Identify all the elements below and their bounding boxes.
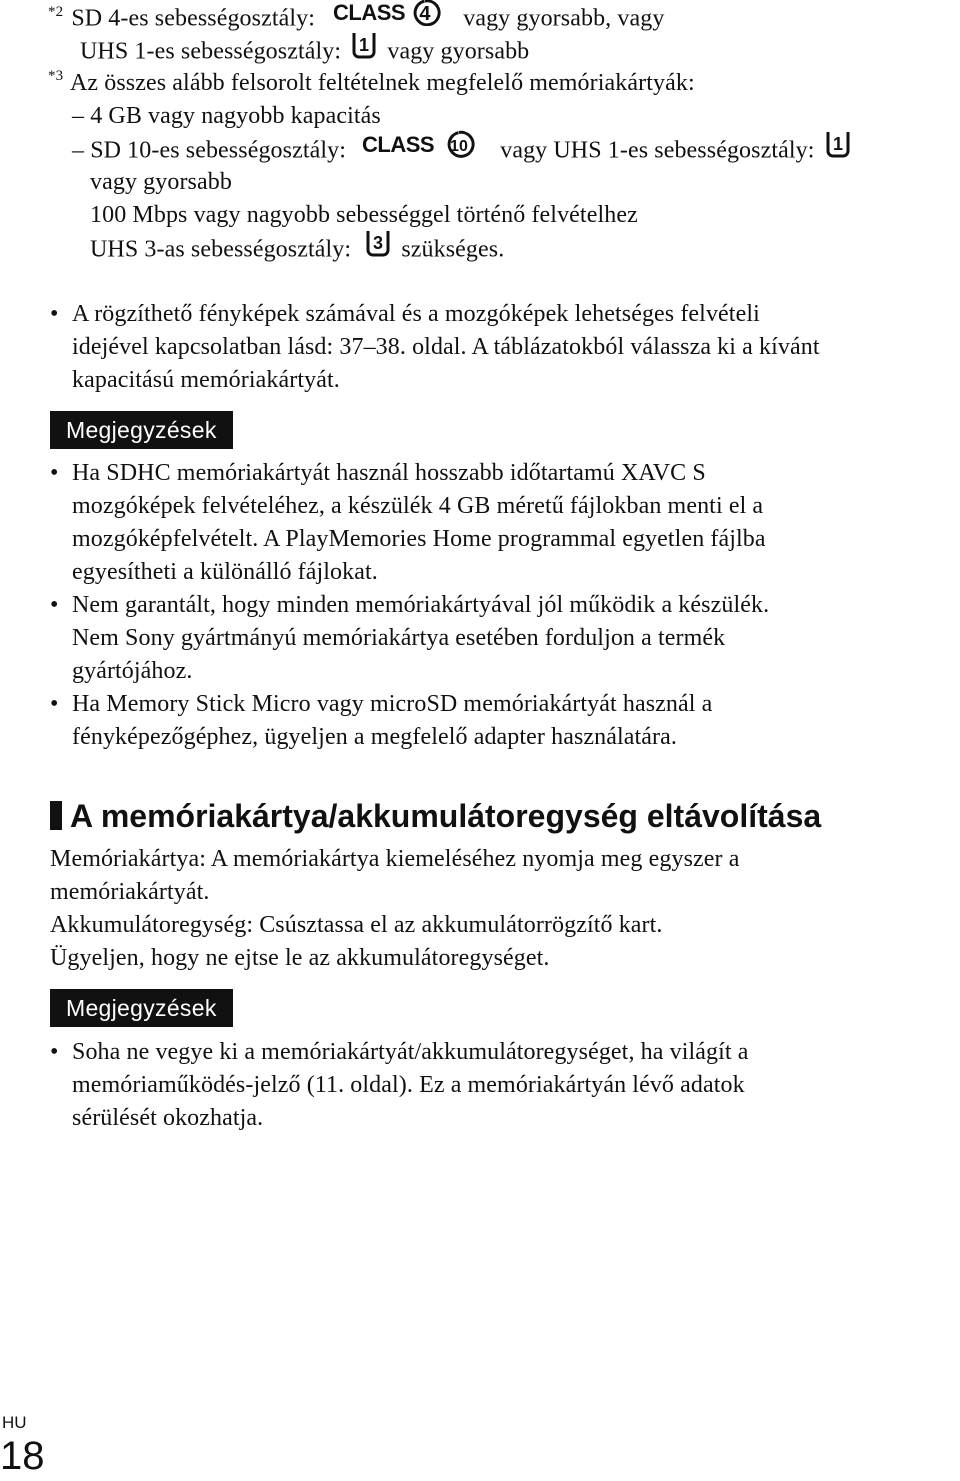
footnote-3-line-1: $^{*3}$ Az összes alább felsorolt feltételnek megfelelő memóriakártyák: xyxy=(48,68,695,96)
bullet-marker: • xyxy=(50,301,59,327)
note-3-line-2: fényképezőgéphez, ügyeljen a megfelelő adapter használatára. xyxy=(72,724,678,750)
bullet-marker: • xyxy=(50,691,59,717)
svg-text:3: 3 xyxy=(373,233,384,253)
svg-text:1: 1 xyxy=(359,35,370,55)
uhs-1-icon xyxy=(351,31,377,69)
svg-text:1: 1 xyxy=(832,134,843,154)
section-para-2-line-1: Akkumulátoregység: Csúsztassa el az akkumulátorrögzítő kart. xyxy=(50,912,663,938)
notes-label: Megjegyzések xyxy=(50,989,233,1027)
svg-text:4: 4 xyxy=(419,3,431,25)
section-para-1-line-2: memóriakártyát. xyxy=(50,879,210,905)
section-para-2-line-2: Ügyeljen, hogy ne ejtse le az akkumulátoregységet. xyxy=(50,945,550,971)
sd-class-10-icon xyxy=(362,130,486,168)
intro-bullet-line-2: idejével kapcsolatban lásd: 37–38. oldal. A táblázatokból válassza ki a kívánt xyxy=(72,334,820,360)
footnote-2-line-1: $^{*2}$ SD 4-es sebességosztály: CLASS 4 vagy gyorsabb, vagy xyxy=(48,1,664,39)
footer-page-number: 18 xyxy=(0,1434,45,1478)
note-2-line-3: gyártójához. xyxy=(72,658,193,684)
svg-text:CLASS: CLASS xyxy=(333,0,406,25)
note-4-line-1: Soha ne vegye ki a memóriakártyát/akkumulátoregységet, ha világít a xyxy=(72,1039,749,1065)
intro-bullet-line-1: A rögzíthető fényképek számával és a mozgóképek lehetséges felvételi xyxy=(72,301,760,327)
note-4-line-2: memóriaműködés-jelző (11. oldal). Ez a memóriakártyán lévő adatok xyxy=(72,1072,745,1098)
footnote-3-line-3: – SD 10-es sebességosztály: CLASS 10 vagy UHS 1-es sebességosztály: 1 xyxy=(72,133,851,171)
note-1-line-3: mozgóképfelvételt. A PlayMemories Home programmal egyetlen fájlba xyxy=(72,526,766,552)
note-2-line-1: Nem garantált, hogy minden memóriakártyával jól működik a készülék. xyxy=(72,592,770,618)
uhs-1-icon xyxy=(825,130,851,168)
svg-text:CLASS: CLASS xyxy=(362,132,435,157)
note-1-line-2: mozgóképek felvételéhez, a készülék 4 GB méretű fájlokban menti el a xyxy=(72,493,764,519)
footnote-3-line-2: – 4 GB vagy nagyobb kapacitás xyxy=(72,103,381,129)
footnote-3-line-5: 100 Mbps vagy nagyobb sebességgel történő felvételhez xyxy=(90,202,638,228)
bullet-marker: • xyxy=(50,460,59,486)
notes-label: Megjegyzések xyxy=(50,411,233,449)
svg-text:10: 10 xyxy=(450,138,469,155)
bullet-marker: • xyxy=(50,592,59,618)
note-4-line-3: sérülését okozhatja. xyxy=(72,1105,264,1131)
footer-language-code: HU xyxy=(2,1413,27,1432)
section-heading: A memóriakártya/akkumulátoregység eltávolítása xyxy=(50,796,821,836)
note-3-line-1: Ha Memory Stick Micro vagy microSD memóriakártyát használ a xyxy=(72,691,713,717)
footnote-3-line-6: UHS 3-as sebességosztály: 3 szükséges. xyxy=(90,232,504,270)
footnote-2-marker: *2 xyxy=(48,3,64,20)
note-1-line-4: egyesítheti a különálló fájlokat. xyxy=(72,559,378,585)
footnote-3-marker: *3 xyxy=(48,68,64,84)
section-para-1-line-1: Memóriakártya: A memóriakártya kiemeléséhez nyomja meg egyszer a xyxy=(50,846,740,872)
bullet-marker: • xyxy=(50,1039,59,1065)
heading-marker-icon xyxy=(50,801,62,830)
footnote-3-line-4: vagy gyorsabb xyxy=(90,169,232,195)
note-2-line-2: Nem Sony gyártmányú memóriakártya esetében forduljon a termék xyxy=(72,625,726,651)
intro-bullet-line-3: kapacitású memóriakártyát. xyxy=(72,367,340,393)
note-1-line-1: Ha SDHC memóriakártyát használ hosszabb időtartamú XAVC S xyxy=(72,460,706,486)
footnote-2-line-2: UHS 1-es sebességosztály: 1 vagy gyorsabb xyxy=(80,34,529,72)
uhs-3-icon xyxy=(365,229,391,267)
